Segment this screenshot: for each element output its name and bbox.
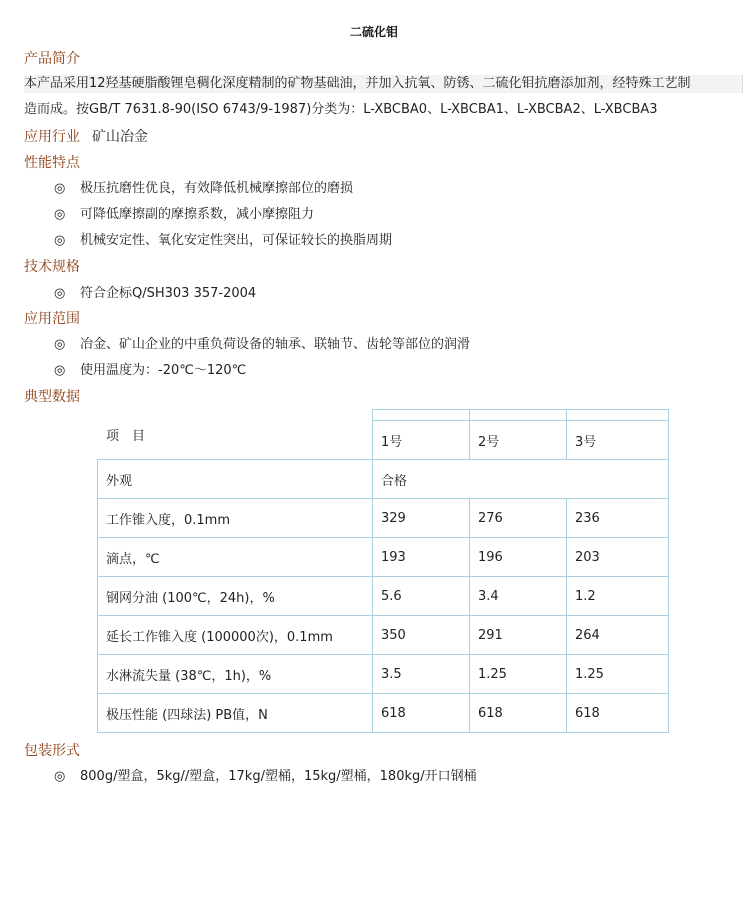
section-features-heading: 性能特点 bbox=[24, 155, 80, 171]
table-row: 延长工作锥入度 (100000次)，0.1mm 350 291 264 bbox=[98, 616, 669, 655]
table-header-grade-1: 1号 bbox=[373, 421, 470, 460]
intro-line-2: 造而成。按GB/T 7631.8-90(ISO 6743/9-1987)分类为：L-XBCBA0、L-XBCBA1、L-XBCBA2、L-XBCBA3 bbox=[24, 102, 658, 117]
table-row: 工作锥入度，0.1mm 329 276 236 bbox=[98, 499, 669, 538]
bullet-icon: ◎ bbox=[54, 363, 66, 378]
table-header-grade-2: 2号 bbox=[470, 421, 567, 460]
section-intro-heading: 产品简介 bbox=[24, 51, 80, 67]
feature-item: ◎ 机械安定性、氧化安定性突出，可保证较长的换脂周期 bbox=[54, 233, 393, 248]
row-value: 合格 bbox=[373, 460, 669, 499]
bullet-icon: ◎ bbox=[54, 769, 66, 784]
bullet-icon: ◎ bbox=[54, 233, 66, 248]
packing-item: ◎ 800g/塑盒，5kg//塑盒，17kg/塑桶，15kg/塑桶，180kg/开口钢桶 bbox=[54, 769, 477, 784]
industry-value: 矿山冶金 bbox=[92, 129, 148, 145]
scope-item: ◎ 冶金、矿山企业的中重负荷设备的轴承、联轴节、齿轮等部位的润滑 bbox=[54, 337, 471, 352]
section-industry-heading bbox=[24, 128, 148, 146]
table-row: 滴点，℃ 193 196 203 bbox=[98, 538, 669, 577]
row-label: 外观 bbox=[98, 460, 373, 499]
section-scope-heading: 应用范围 bbox=[24, 311, 80, 327]
section-packing-heading: 包装形式 bbox=[24, 743, 80, 759]
table-row: 极压性能 (四球法) PB值，N 618 618 618 bbox=[98, 694, 669, 733]
feature-item: ◎ 可降低摩擦副的摩擦系数，减小摩擦阻力 bbox=[54, 207, 315, 222]
table-header-grade-3: 3号 bbox=[567, 421, 669, 460]
table-row bbox=[98, 460, 669, 499]
spec-item: ◎ 符合企标Q/SH303 357-2004 bbox=[54, 286, 257, 301]
bullet-icon: ◎ bbox=[54, 181, 66, 196]
section-spec-heading: 技术规格 bbox=[24, 259, 80, 275]
section-typical-heading: 典型数据 bbox=[24, 389, 80, 405]
industry-label: 应用行业 bbox=[24, 129, 80, 145]
bullet-icon: ◎ bbox=[54, 207, 66, 222]
bullet-icon: ◎ bbox=[54, 337, 66, 352]
table-row: 水淋流失量 (38℃，1h)，% 3.5 1.25 1.25 bbox=[98, 655, 669, 694]
bullet-icon: ◎ bbox=[54, 286, 66, 301]
page-title: 二硫化钼 bbox=[349, 25, 398, 39]
typical-data-table bbox=[97, 409, 669, 733]
intro-line-1: 本产品采用12羟基硬脂酸锂皂稠化深度精制的矿物基础油，并加入抗氧、防锈、二硫化钼抗磨添加剂，经特殊工艺制 bbox=[24, 76, 691, 91]
feature-item: ◎ 极压抗磨性优良，有效降低机械摩擦部位的磨损 bbox=[54, 181, 354, 196]
table-header-item: 项 目 bbox=[98, 410, 373, 460]
scope-item: ◎ 使用温度为：-20℃～120℃ bbox=[54, 363, 247, 378]
table-row: 钢网分油 (100℃，24h)，% 5.6 3.4 1.2 bbox=[98, 577, 669, 616]
